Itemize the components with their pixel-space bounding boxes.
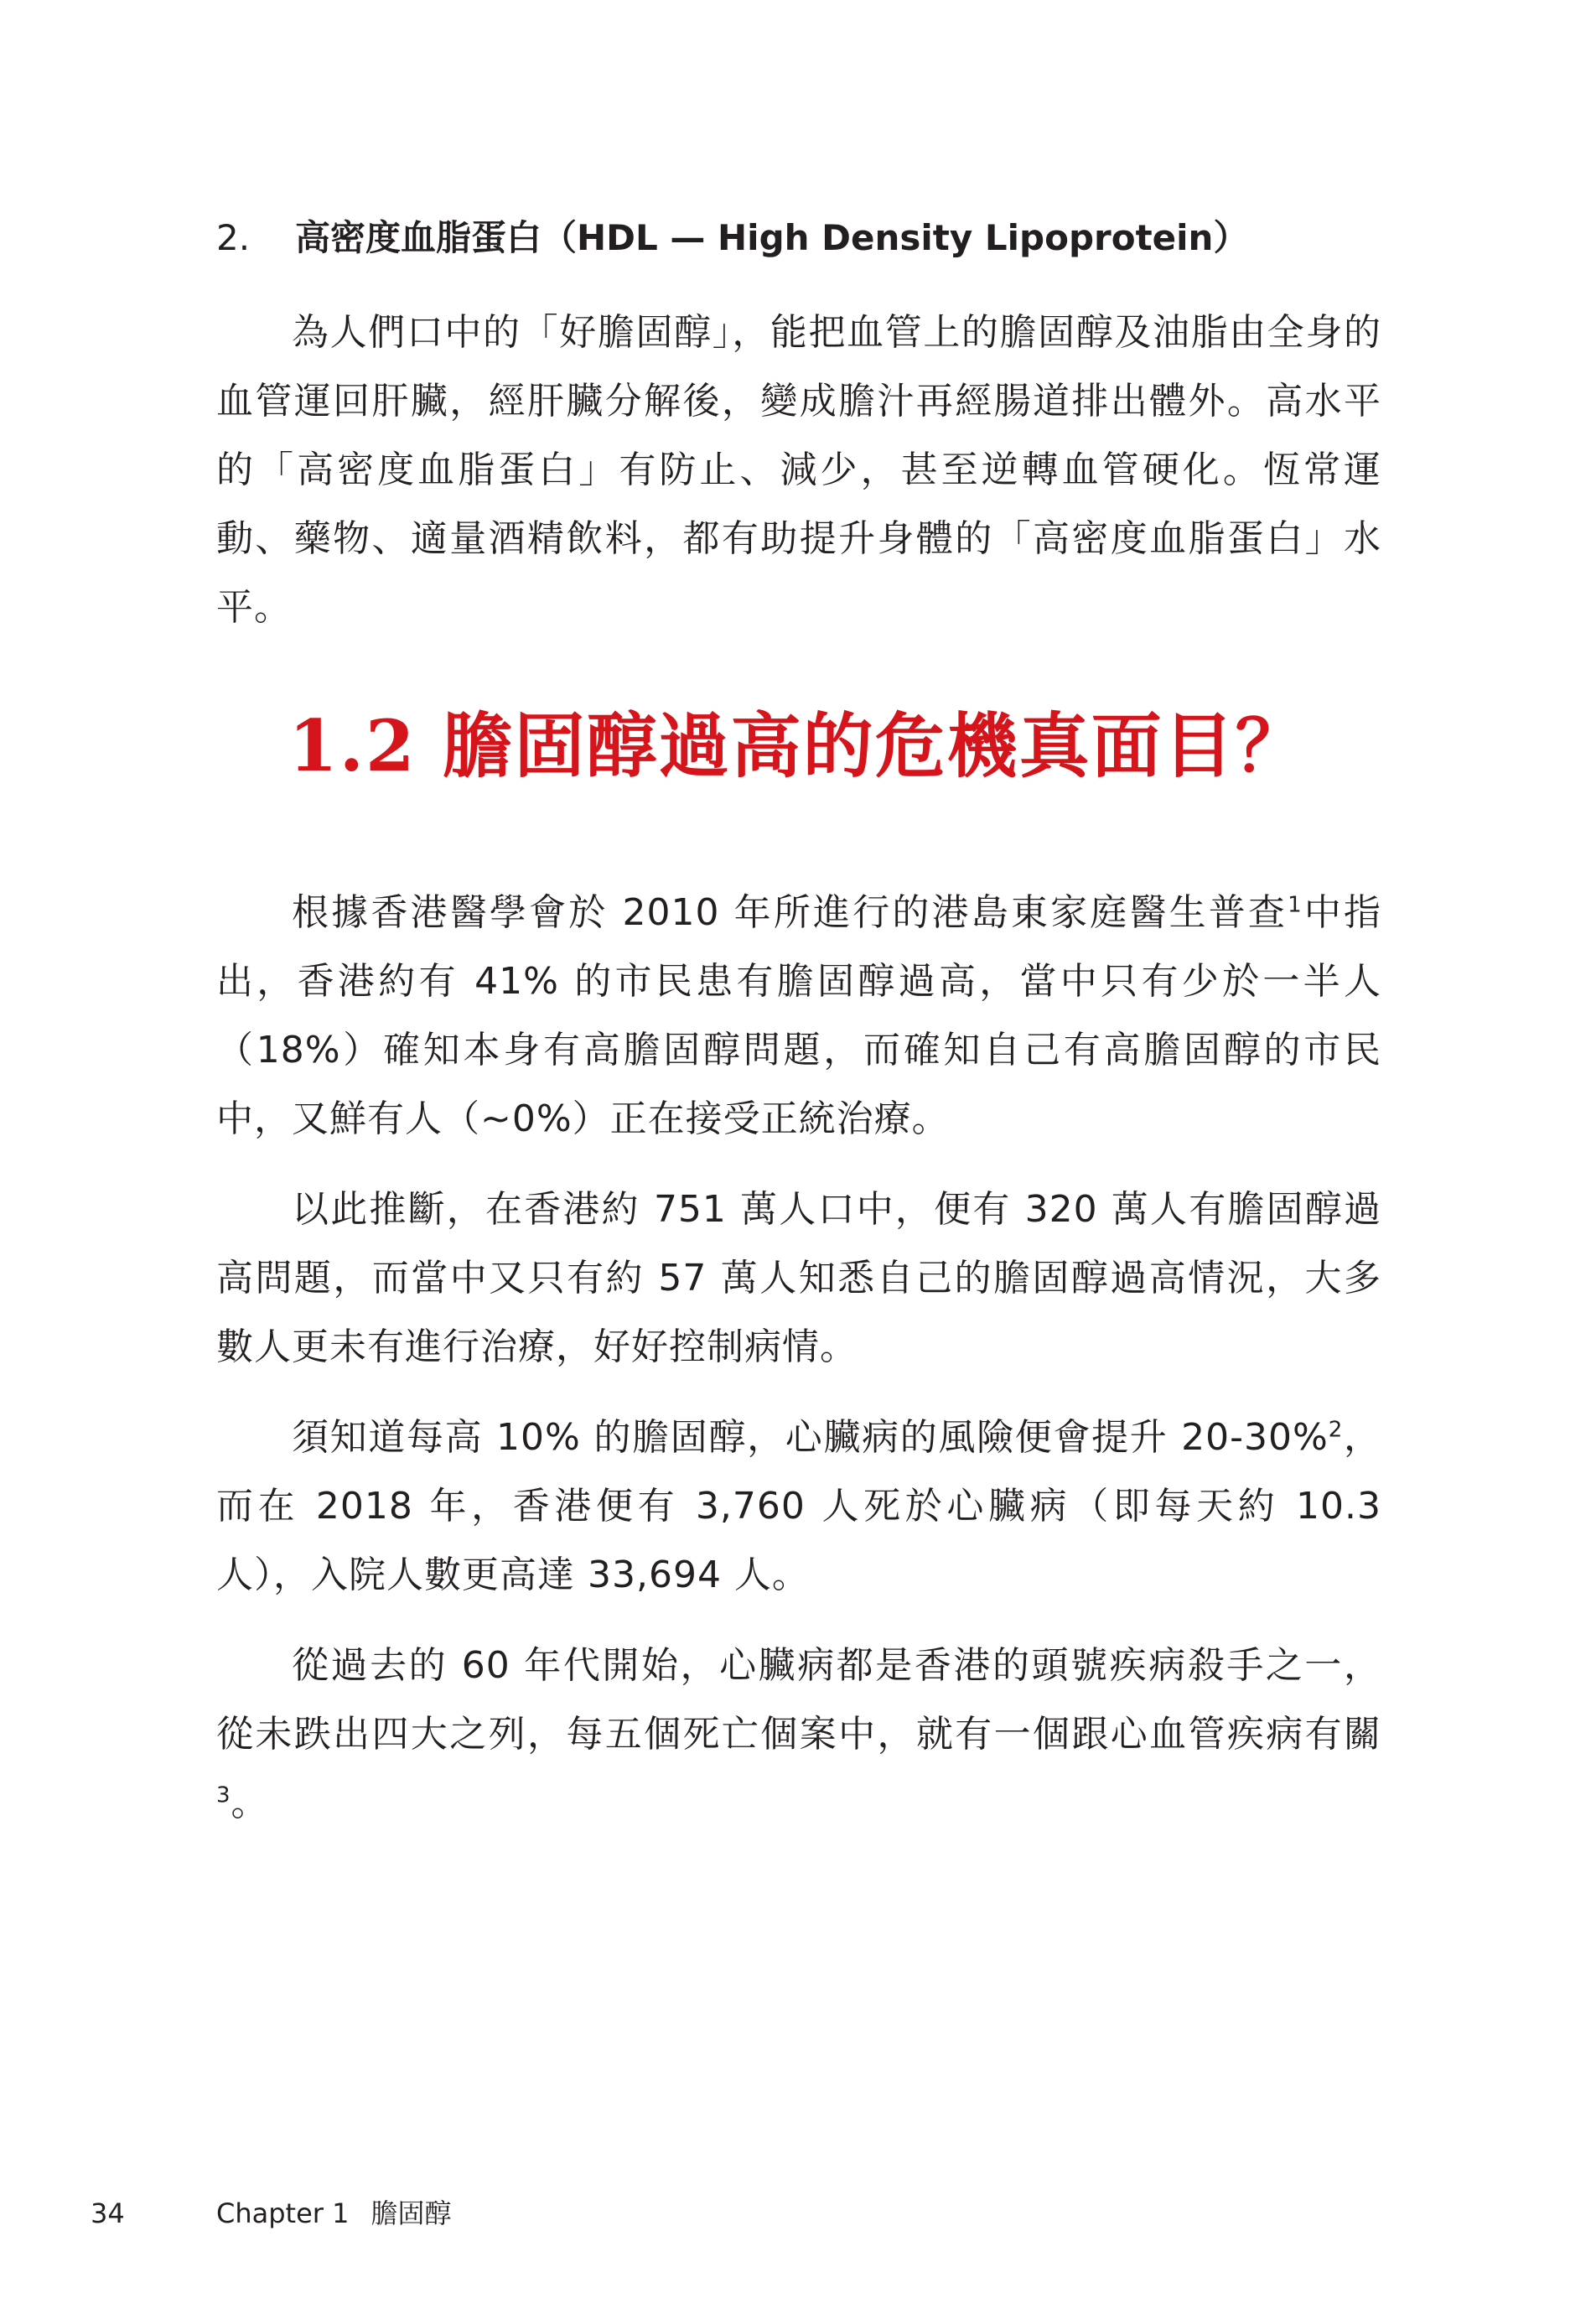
- page-number: 34: [91, 2197, 125, 2229]
- paragraph-history: [216, 1632, 1381, 1838]
- section-number: 2.: [216, 217, 251, 258]
- chapter-title: 1.2 膽固醇過高的危機真面目？: [288, 704, 1308, 787]
- history-text-a: 從過去的 60 年代開始，心臟病都是香港的頭號疾病殺手之一，從未跌出四大之列，每五個死亡個案中，就有一個跟心血管疾病有關: [216, 1644, 1381, 1756]
- survey-text-b: 中指出，香港約有 41% 的市民患有膽固醇過高，當中只有少於一半人（18%）確知本身有高膽固醇問題，而確知自己有高膽固醇的市民中，又鮮有人（~0%）正在接受正統治療。: [216, 891, 1382, 1140]
- paragraph-hdl: 為人們口中的「好膽固醇」，能把血管上的膽固醇及油脂由全身的血管運回肝臟，經肝臟分解後，變成膽汁再經腸道排出體外。高水平的「高密度血脂蛋白」有防止、減少，甚至逆轉血管硬化。恆常運動、藥物、適量酒精飲料，都有助提升身體的「高密度血脂蛋白」水平。: [216, 311, 1381, 629]
- chapter-label: Chapter 1: [216, 2197, 350, 2229]
- survey-text-a: 根據香港醫學會於 2010 年所進行的港島東家庭醫生普查: [292, 891, 1288, 934]
- chapter-name: 膽固醇: [370, 2197, 452, 2229]
- footnote-ref-2: 2: [1328, 1417, 1344, 1443]
- footnote-ref-3: 3: [216, 1782, 231, 1808]
- risk-text-b: ，而在 2018 年，香港便有 3,760 人死於心臟病（即每天約 10.3 人），入院人數更高達 33,694 人。: [216, 1416, 1381, 1596]
- risk-text-a: 須知道每高 10% 的膽固醇，心臟病的風險便會提升 20-30%: [292, 1416, 1329, 1459]
- footer-chapter: [216, 2195, 451, 2232]
- history-text-b: 。: [231, 1782, 269, 1824]
- paragraph-risk: [216, 1403, 1381, 1610]
- section-heading: [216, 211, 1407, 265]
- section-title: 高密度血脂蛋白（HDL — High Density Lipoprotein）: [295, 217, 1249, 258]
- paragraph-survey: [216, 879, 1381, 1154]
- paragraph-inference: 以此推斷，在香港約 751 萬人口中，便有 320 萬人有膽固醇過高問題，而當中又只有約 57 萬人知悉自己的膽固醇過高情況，大多數人更未有進行治療，好好控制病情。: [216, 1188, 1381, 1368]
- footnote-ref-1: 1: [1288, 892, 1303, 918]
